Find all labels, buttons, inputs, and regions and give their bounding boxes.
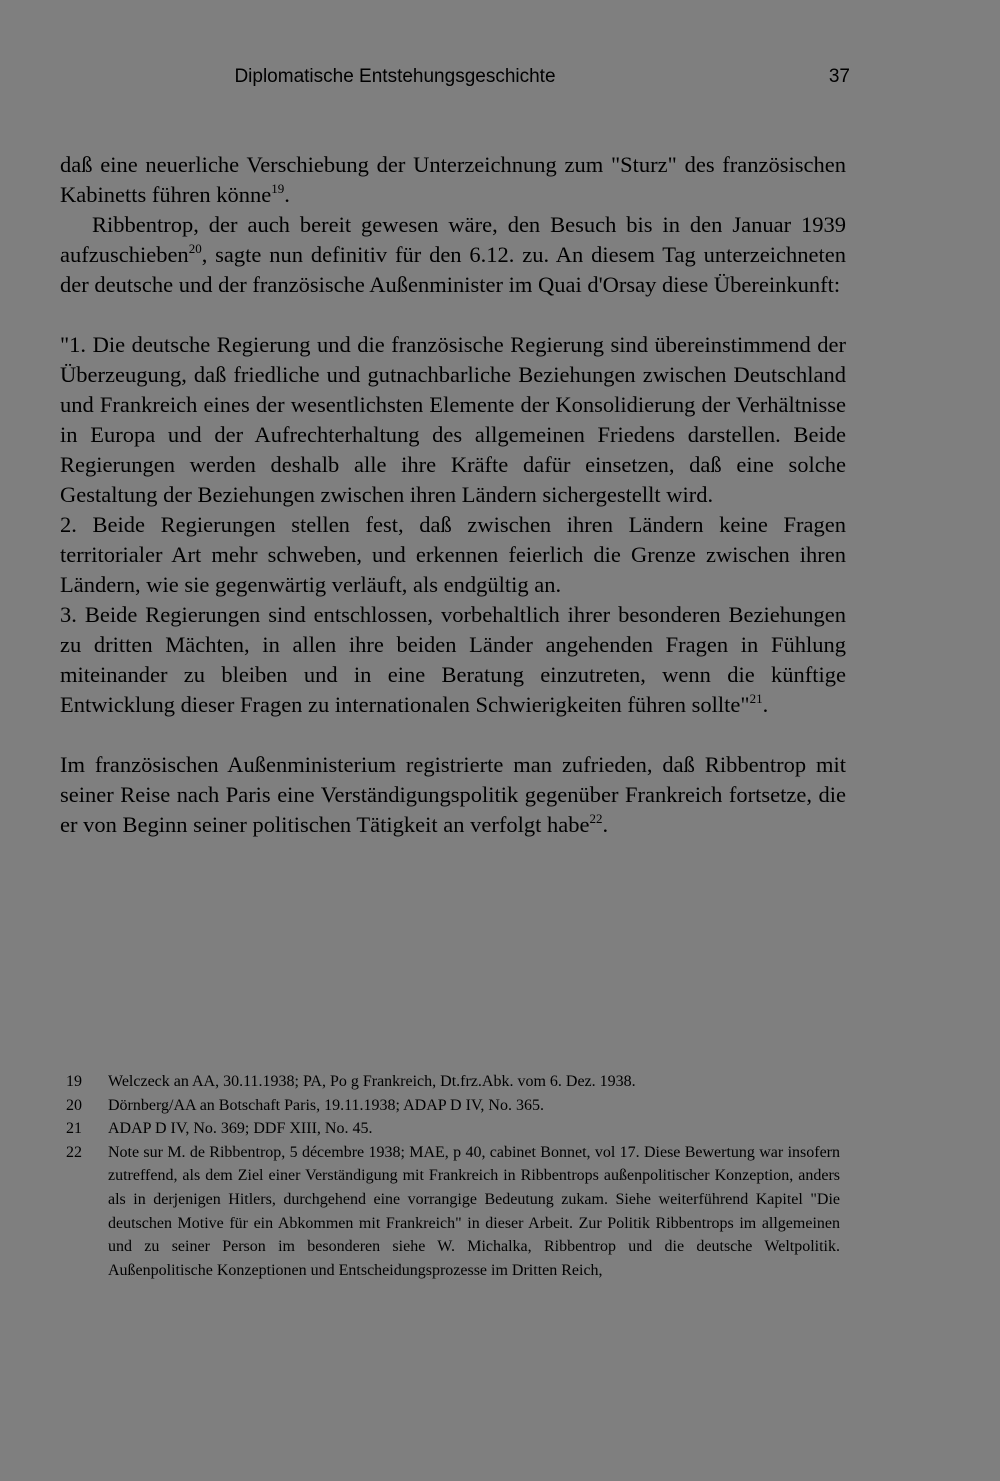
footnote-text: Note sur M. de Ribbentrop, 5 décembre 1938; MAE, p 40, cabinet Bonnet, vol 17. Diese Bewertung war insofern zutreffend, als dem Ziel einer Verständigung mit Frankreich in Ribbentrops außenpolitischer Konzeption, anders als in derjenigen Hitlers, durchgehend eine vorrangige Bedeutung zukam. Siehe weiterführend Kapitel "Die deutschen Motive für ein Abkommen mit Frankreich" in dieser Arbeit. Zur Politik Ribbentrops im allgemeinen und zu seiner Person im besonderen siehe W. Michalka, Ribbentrop und die deutsche Weltpolitik. Außenpolitische Konzeptionen und Entscheidungsprozesse im Dritten Reich, [108, 1143, 840, 1279]
paragraph-3 [60, 750, 846, 840]
treaty-article-3 [60, 600, 846, 720]
paragraph-2-text-b: , sagte nun definitiv für den 6.12. zu. An diesem Tag unterzeichneten der deutsche und der französische Außenminister im Quai d'Orsay diese Übereinkunft: [60, 242, 846, 297]
footnote [60, 1141, 840, 1283]
footnote-text: ADAP D IV, No. 369; DDF XIII, No. 45. [108, 1120, 373, 1138]
footnote [60, 1117, 840, 1141]
footnote-ref-20[interactable]: 20 [188, 241, 202, 256]
paragraph-3-text: Im französischen Außenministerium registrierte man zufrieden, daß Ribbentrop mit seiner Reise nach Paris eine Verständigungspolitik gegenüber Frankreich fortsetze, die er von Beginn seiner politischen Tätigkeit an verfolgt habe [60, 752, 846, 837]
footnote-ref-19[interactable]: 19 [271, 181, 285, 196]
paragraph-2-text-a: Ribbentrop, der auch bereit gewesen wäre, den Besuch bis in den Januar 1939 aufzuschieben [60, 212, 846, 267]
footnote-number: 20 [66, 1096, 82, 1114]
footnotes [60, 1070, 840, 1282]
treaty-article-1: "1. Die deutsche Regierung und die französische Regierung sind übereinstimmend der Überzeugung, daß friedliche und gutnachbarliche Beziehungen zwischen Deutschland und Frankreich eines der wesentlichsten Elemente der Konsolidierung der Verhältnisse in Europa und der Aufrechterhaltung des allgemeinen Friedens darstellen. Beide Regierungen werden deshalb alle ihre Kräfte dafür einsetzen, daß eine solche Gestaltung der Beziehungen zwischen ihren Ländern sichergestellt wird. [60, 332, 846, 507]
paragraph-1-tail: . [284, 182, 290, 207]
footnote [60, 1094, 840, 1118]
main-text [60, 150, 846, 840]
running-title: Diplomatische Entstehungsgeschichte [234, 66, 556, 87]
treaty-article-3-tail: . [762, 692, 769, 717]
running-head [60, 66, 850, 96]
footnote-number: 21 [66, 1120, 82, 1138]
spacer [60, 720, 846, 750]
treaty-quote [60, 330, 846, 720]
footnote-ref-22[interactable]: 22 [589, 811, 603, 826]
treaty-article-2: 2. Beide Regierungen stellen fest, daß zwischen ihren Ländern keine Fragen territorialer Art mehr schweben, und erkennen feierlich die Grenze zwischen ihren Ländern, wie sie gegenwärtig verläuft, als endgültig an. [60, 512, 846, 597]
treaty-article-3-text: 3. Beide Regierungen sind entschlossen, vorbehaltlich ihrer besonderen Beziehungen zu dritten Mächten, in allen ihre beiden Länder angehenden Fragen in Fühlung miteinander zu bleiben und in eine Beratung einzutreten, wenn die künftige Entwicklung dieser Fragen zu internationalen Schwierigkeiten führen sollte" [60, 602, 846, 717]
paragraph-2 [60, 210, 846, 300]
paragraph-3-tail: . [602, 812, 609, 837]
footnote [60, 1070, 840, 1094]
footnote-text: Dörnberg/AA an Botschaft Paris, 19.11.1938; ADAP D IV, No. 365. [108, 1096, 544, 1114]
spacer [60, 300, 846, 330]
paragraph-1-text: daß eine neuerliche Verschiebung der Unterzeichnung zum "Sturz" des französischen Kabinetts führen könne [60, 152, 846, 207]
footnote-ref-21[interactable]: 21 [749, 691, 763, 706]
paragraph-1 [60, 150, 846, 210]
footnote-number: 19 [66, 1073, 82, 1090]
footnote-number: 22 [66, 1143, 82, 1161]
footnote-text: Welczeck an AA, 30.11.1938; PA, Po g Frankreich, Dt.frz.Abk. vom 6. Dez. 1938. [108, 1073, 636, 1090]
page-number: 37 [828, 66, 850, 87]
